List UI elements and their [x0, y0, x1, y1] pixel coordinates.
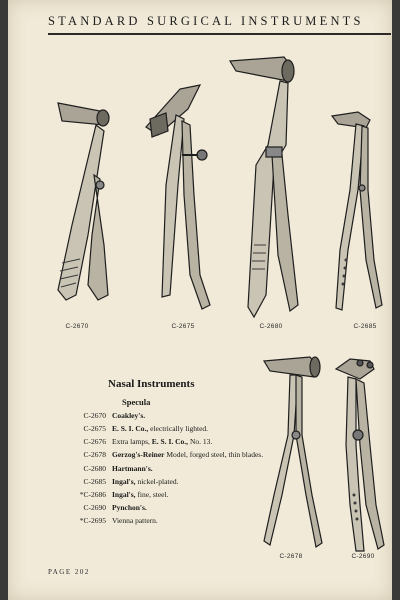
item-name: Gerzog's-Reiner — [112, 450, 165, 460]
caption-c2675: C-2675 — [171, 323, 195, 330]
item-code: C-2690 — [83, 502, 106, 512]
item-name: Ingal's, — [112, 476, 136, 486]
caption-c2680: C-2680 — [259, 323, 283, 330]
item-desc: electrically lighted. — [148, 424, 209, 434]
list-item — [64, 450, 264, 460]
section-title: Nasal Instruments — [108, 378, 195, 390]
list-item — [64, 490, 264, 500]
caption-c2670: C-2670 — [65, 323, 89, 330]
item-code: C-2670 — [83, 411, 106, 420]
catalog-page — [8, 0, 392, 600]
header-rule — [48, 33, 391, 35]
caption-c2690: C-2690 — [351, 553, 375, 560]
item-desc: Model, forged steel, thin blades. — [164, 450, 264, 460]
instrument-c2670-illustration — [48, 95, 128, 320]
item-code: C-2676 — [83, 437, 106, 447]
list-item — [64, 437, 264, 447]
item-desc: nickel-plated. — [135, 476, 179, 486]
caption-c2685: C-2685 — [353, 323, 377, 330]
list-item — [64, 424, 264, 434]
instrument-c2685-illustration — [328, 110, 388, 320]
item-code: C-2685 — [83, 476, 106, 486]
list-item — [64, 464, 264, 474]
instrument-c2680-illustration — [226, 55, 306, 320]
item-desc: No. 13. — [188, 437, 213, 447]
item-name: Ingal's, — [112, 489, 136, 499]
instrument-c2675-illustration — [138, 75, 223, 320]
specula-list — [64, 411, 264, 529]
item-name: E. S. I. Co., — [112, 424, 149, 434]
item-name: E. S. I. Co., — [151, 437, 189, 447]
item-prefix: Extra lamps, — [112, 437, 152, 447]
item-desc: fine, steel. — [135, 489, 169, 499]
page-header: STANDARD SURGICAL INSTRUMENTS — [48, 14, 364, 28]
item-code: C-2675 — [83, 424, 106, 434]
list-item — [64, 503, 264, 513]
item-name: Hartmann's. — [112, 463, 153, 473]
list-item — [64, 477, 264, 487]
section-subtitle: Specula — [122, 397, 151, 407]
instrument-c2690-illustration — [330, 355, 390, 555]
item-code: *C-2695 — [79, 516, 106, 525]
page-number: PAGE 202 — [48, 568, 90, 576]
item-desc: Vienna pattern. — [112, 516, 158, 525]
item-code: *C-2686 — [79, 489, 106, 499]
item-code: C-2678 — [83, 450, 106, 460]
instrument-c2678-illustration — [260, 355, 330, 555]
caption-c2678: C-2678 — [279, 553, 303, 560]
list-item — [64, 411, 264, 421]
list-item — [64, 516, 264, 526]
item-name: Coakley's. — [112, 411, 146, 420]
item-name: Pynchon's. — [112, 502, 147, 512]
item-code: C-2680 — [83, 463, 106, 473]
